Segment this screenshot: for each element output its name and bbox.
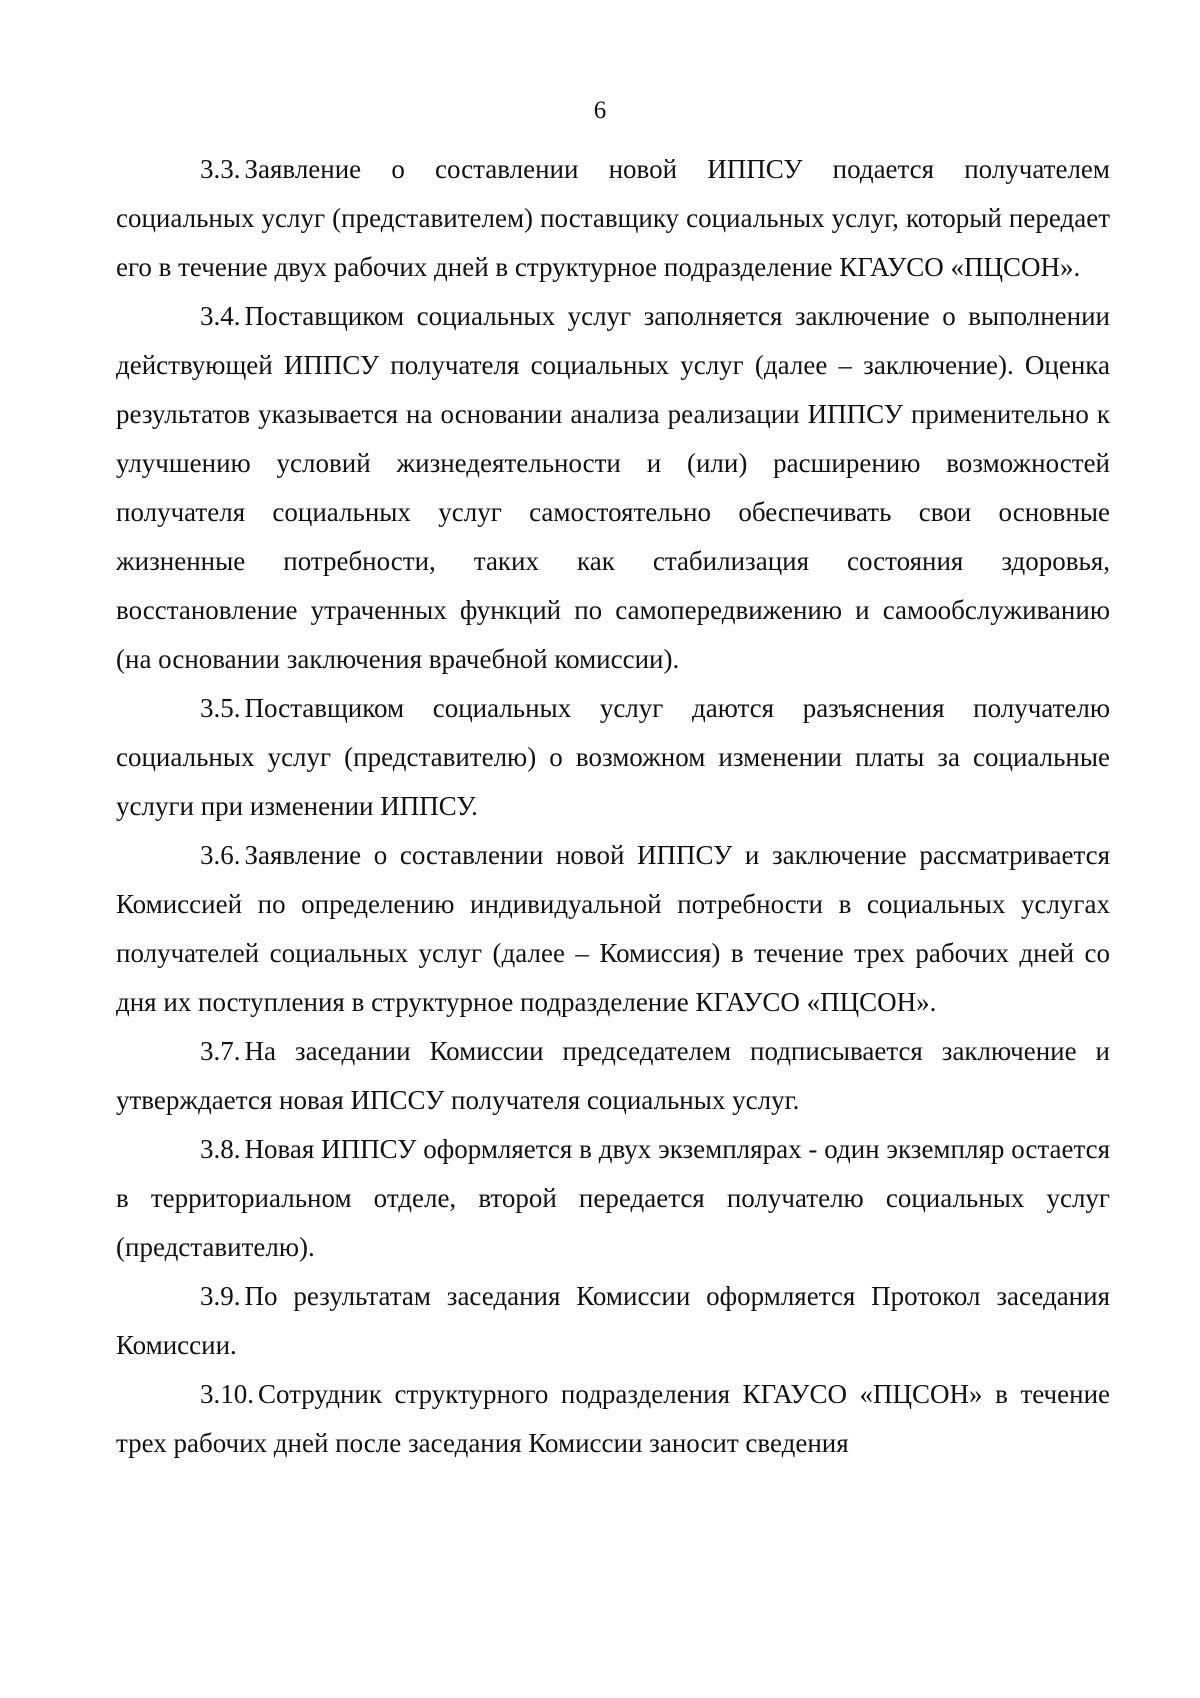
paragraph-text: Сотрудник структурного подразделения КГАУСО «ПЦСОН» в течение трех рабочих дней после заседания Комиссии заносит сведения (116, 1379, 1110, 1458)
paragraph-text: Заявление о составлении новой ИППСУ подается получателем социальных услуг (представителем) поставщику социальных услуг, который передает его в течение двух рабочих дней в структурное подразделение КГАУСО «ПЦСОН». (116, 154, 1110, 282)
paragraph-3-7 (116, 1027, 1110, 1125)
paragraph-number: 3.6. (200, 840, 241, 870)
page-number: 6 (593, 97, 607, 124)
paragraph-text: На заседании Комиссии председателем подписывается заключение и утверждается новая ИПССУ получателя социальных услуг. (116, 1036, 1110, 1115)
paragraph-number: 3.7. (200, 1036, 241, 1066)
paragraph-3-6 (116, 831, 1110, 1027)
paragraph-number: 3.3. (200, 154, 241, 184)
paragraph-text: Поставщиком социальных услуг заполняется заключение о выполнении действующей ИППСУ получателя социальных услуг (далее – заключение). Оценка результатов указывается на основании анализа реализации ИППСУ применительно к улучшению условий жизнедеятельности и (или) расширению возможностей получателя социальных услуг самостоятельно обеспечивать свои основные жизненные потребности, таких как стабилизация состояния здоровья, восстановление утраченных функций по самопередвижению и самообслуживанию (на основании заключения врачебной комиссии). (116, 301, 1110, 674)
document-body (116, 145, 1110, 1468)
paragraph-3-4 (116, 292, 1110, 684)
paragraph-3-5 (116, 684, 1110, 831)
paragraph-number: 3.9. (200, 1281, 241, 1311)
paragraph-text: Новая ИППСУ оформляется в двух экземплярах - один экземпляр остается в территориальном отделе, второй передается получателю социальных услуг (представителю). (116, 1134, 1110, 1262)
paragraph-text: Поставщиком социальных услуг даются разъяснения получателю социальных услуг (представителю) о возможном изменении платы за социальные услуги при изменении ИППСУ. (116, 693, 1110, 821)
paragraph-text: По результатам заседания Комиссии оформляется Протокол заседания Комиссии. (116, 1281, 1110, 1360)
paragraph-number: 3.10. (200, 1379, 254, 1409)
paragraph-3-10 (116, 1370, 1110, 1468)
paragraph-3-3 (116, 145, 1110, 292)
paragraph-number: 3.5. (200, 693, 241, 723)
paragraph-number: 3.8. (200, 1134, 241, 1164)
paragraph-number: 3.4. (200, 301, 241, 331)
paragraph-3-8 (116, 1125, 1110, 1272)
paragraph-3-9 (116, 1272, 1110, 1370)
paragraph-text: Заявление о составлении новой ИППСУ и заключение рассматривается Комиссией по определению индивидуальной потребности в социальных услугах получателей социальных услуг (далее – Комиссия) в течение трех рабочих дней со дня их поступления в структурное подразделение КГАУСО «ПЦСОН». (116, 840, 1110, 1017)
